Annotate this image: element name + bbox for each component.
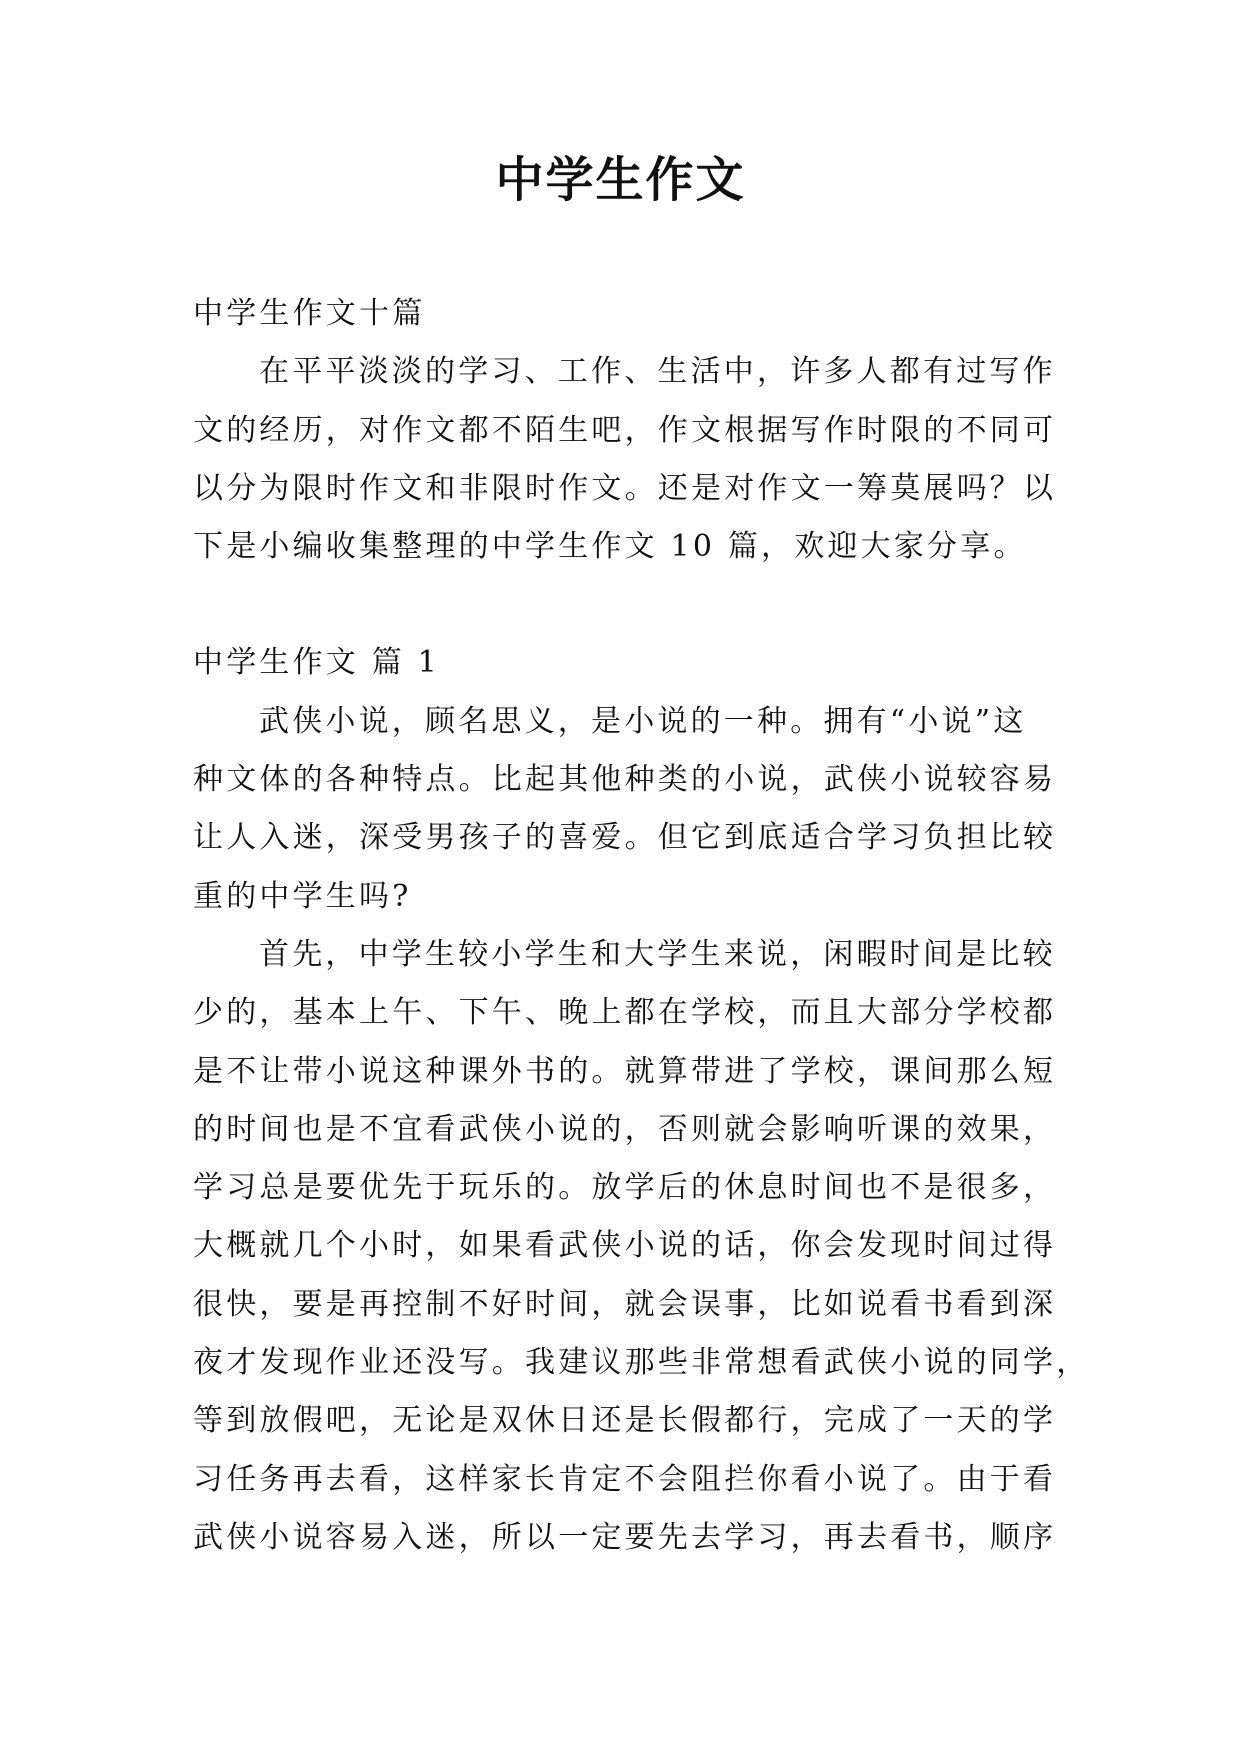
- paragraph-line: 是不让带小说这种课外书的。就算带进了学校，课间那么短: [193, 1053, 1057, 1089]
- paragraph-line: 的时间也是不宜看武侠小说的，否则就会影响听课的效果，: [193, 1111, 1057, 1147]
- paragraph-line: 武侠小说，顾名思义，是小说的一种。拥有“小说”这: [259, 703, 1027, 739]
- paragraph-line: 让人入迷，深受男孩子的喜爱。但它到底适合学习负担比较: [193, 820, 1057, 856]
- paragraph-line: 武侠小说容易入迷，所以一定要先去学习，再去看书，顺序: [193, 1519, 1057, 1555]
- document-body: [193, 285, 1090, 1567]
- intro-line: 文的经历，对作文都不陌生吧，作文根据写作时限的不同可: [193, 412, 1057, 448]
- paragraph-line: 很快，要是再控制不好时间，就会误事，比如说看书看到深: [193, 1286, 1057, 1322]
- paragraph-line: 夜才发现作业还没写。我建议那些非常想看武侠小说的同学，: [193, 1345, 1090, 1381]
- intro-heading: 中学生作文十篇: [193, 296, 426, 331]
- paragraph-line: 种文体的各种特点。比起其他种类的小说，武侠小说较容易: [193, 762, 1057, 798]
- paragraph-line: 等到放假吧，无论是双休日还是长假都行，完成了一天的学: [193, 1403, 1057, 1439]
- paragraph-line: 学习总是要优先于玩乐的。放学后的休息时间也不是很多，: [193, 1170, 1057, 1206]
- section-spacer: [193, 576, 1053, 634]
- section-heading: 中学生作文 篇 1: [193, 645, 440, 681]
- paragraph-line: 重的中学生吗?: [193, 878, 412, 914]
- intro-line: 在平平淡淡的学习、工作、生活中，许多人都有过写作: [259, 354, 1056, 390]
- paragraph-line: 少的，基本上午、下午、晚上都在学校，而且大部分学校都: [193, 995, 1057, 1031]
- intro-line: 以分为限时作文和非限时作文。还是对作文一筹莫展吗？以: [193, 470, 1057, 506]
- intro-line: 下是小编收集整理的中学生作文 10 篇，欢迎大家分享。: [193, 529, 1027, 565]
- paragraph-line: 大概就几个小时，如果看武侠小说的话，你会发现时间过得: [193, 1228, 1057, 1264]
- paragraph-line: 首先，中学生较小学生和大学生来说，闲暇时间是比较: [259, 936, 1056, 972]
- document-title: 中学生作文: [495, 152, 746, 208]
- paragraph-line: 习任务再去看，这样家长肯定不会阻拦你看小说了。由于看: [193, 1461, 1057, 1497]
